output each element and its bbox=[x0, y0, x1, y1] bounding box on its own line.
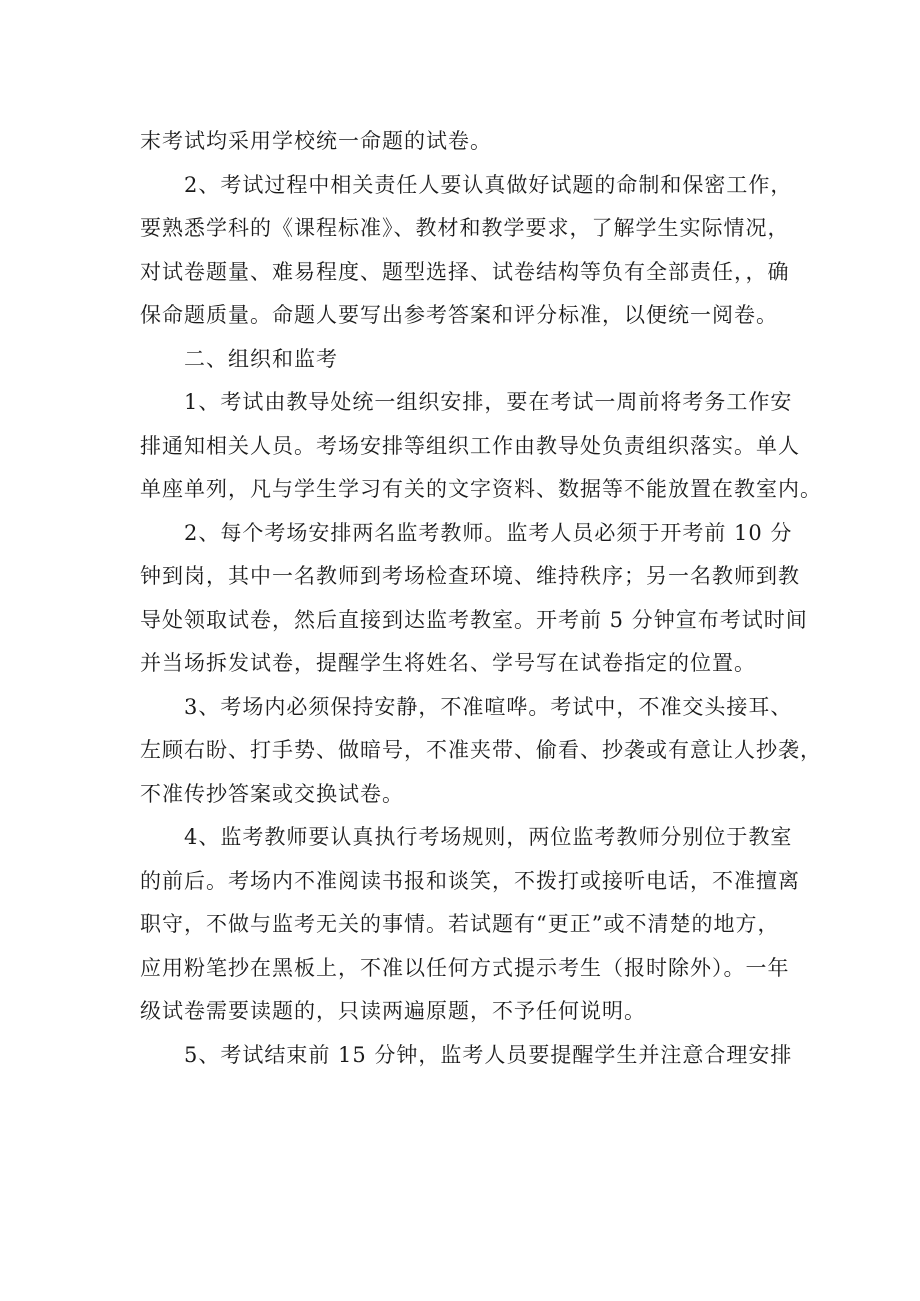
paragraph-item-3-discipline bbox=[140, 686, 822, 817]
paragraph-item-1-arrangement bbox=[140, 381, 822, 512]
text-line: 要熟悉学科的《课程标准》、教材和教学要求，了解学生实际情况， bbox=[140, 216, 790, 240]
paragraph-item-2-invigilators bbox=[140, 512, 808, 686]
text-line: 导处领取试卷，然后直接到达监考教室。开考前 5 分钟宣布考试时间 bbox=[140, 607, 808, 632]
paragraph-item-2-question-setting bbox=[140, 164, 793, 338]
text-line: 并当场拆发试卷，提醒学生将姓名、学号写在试卷指定的位置。 bbox=[140, 651, 756, 675]
text-line: 3、考场内必须保持安静，不准喧哗。考试中，不准交头接耳、 bbox=[184, 694, 793, 719]
text-line: 的前后。考场内不准阅读书报和谈笑，不拨打或接听电话，不准擅离 bbox=[140, 868, 800, 893]
paragraph-item-4-rules bbox=[140, 816, 800, 1034]
text-line: 保命题质量。命题人要写出参考答案和评分标准，以便统一阅卷。 bbox=[140, 303, 778, 327]
document-body bbox=[140, 120, 822, 1077]
text-line: 2、每个考场安排两名监考教师。监考人员必须于开考前 10 分 bbox=[184, 520, 793, 545]
text-line: 级试卷需要读题的，只读两遍原题，不予任何说明。 bbox=[140, 999, 646, 1023]
text-line: 4、监考教师要认真执行考场规则，两位监考教师分别位于教室 bbox=[184, 825, 793, 849]
text-line: 2、考试过程中相关责任人要认真做好试题的命制和保密工作， bbox=[184, 172, 793, 197]
paragraph-item-5-ending bbox=[140, 1034, 793, 1078]
text-line: 职守，不做与监考无关的事情。若试题有“更正”或不清楚的地方， bbox=[140, 912, 780, 936]
text-line: 末考试均采用学校统一命题的试卷。 bbox=[140, 129, 492, 153]
text-line: 钟到岗，其中一名教师到考场检查环境、维持秩序；另一名教师到教 bbox=[140, 564, 800, 588]
paragraph-continuation bbox=[140, 120, 790, 164]
text-line: 对试卷题量、难易程度、题型选择、试卷结构等负有全部责任，，确 bbox=[140, 259, 790, 284]
text-line: 不准传抄答案或交换试卷。 bbox=[140, 781, 404, 806]
text-line: 左顾右盼、打手势、做暗号，不准夹带、偷看、抄袭或有意让人抄袭， bbox=[140, 738, 822, 762]
text-line: 应用粉笔抄在黑板上，不准以任何方式提示考生（报时除外）。一年 bbox=[140, 955, 790, 980]
text-line: 排通知相关人员。考场安排等组织工作由教导处负责组织落实。单人 bbox=[140, 433, 800, 458]
text-line: 1、考试由教导处统一组织安排，要在考试一周前将考务工作安 bbox=[184, 390, 793, 414]
text-line: 单座单列，凡与学生学习有关的文字资料、数据等不能放置在教室内。 bbox=[140, 477, 822, 501]
section-heading-organization bbox=[140, 338, 790, 382]
text-line: 5、考试结束前 15 分钟，监考人员要提醒学生并注意合理安排 bbox=[184, 1042, 793, 1067]
section-heading-text: 二、组织和监考 bbox=[184, 346, 338, 371]
